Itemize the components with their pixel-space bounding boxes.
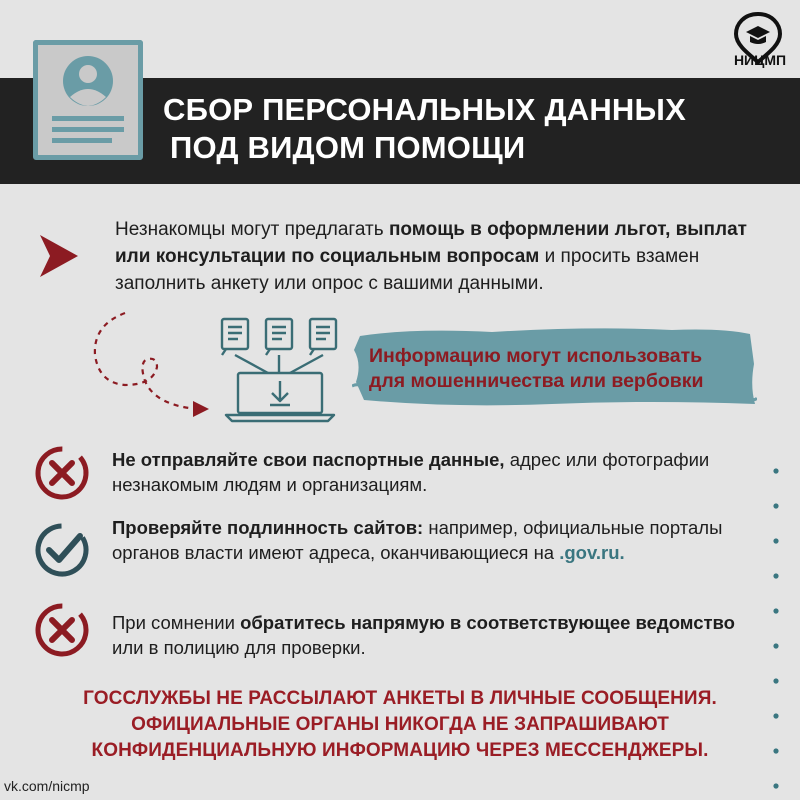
intro-paragraph bbox=[115, 216, 775, 297]
warning-line1: ГОССЛУЖБЫ НЕ РАССЫЛАЮТ АНКЕТЫ В ЛИЧНЫЕ СООБЩЕНИЯ. bbox=[83, 688, 717, 709]
page-title-line1: СБОР ПЕРСОНАЛЬНЫХ ДАННЫХ bbox=[163, 92, 686, 127]
laptop-documents-icon bbox=[216, 315, 346, 425]
intro-text-bold: помощь в оформлении льгот, выплат или консультации по социальным вопросам bbox=[115, 219, 747, 267]
footer-link[interactable]: vk.com/nicmp bbox=[4, 778, 90, 794]
callout-text bbox=[369, 344, 749, 394]
gov-domain-text: .gov.ru. bbox=[559, 542, 625, 563]
warning-block bbox=[0, 686, 800, 764]
callout-line1: Информацию могут использовать bbox=[369, 345, 703, 367]
tip-item-2 bbox=[112, 515, 752, 565]
arrow-right-icon bbox=[38, 233, 80, 279]
warning-line3: КОНФИДЕНЦИАЛЬНУЮ ИНФОРМАЦИЮ ЧЕРЕЗ МЕССЕНДЖЕРЫ. bbox=[91, 740, 709, 761]
tip-1-text: адрес или фотографии незнакомым людям и организациям. bbox=[112, 449, 710, 495]
tip-item-3 bbox=[112, 610, 752, 660]
intro-text-2: и просить взамен заполнить анкету или опрос с вашими данными. bbox=[115, 246, 700, 294]
warning-line2: ОФИЦИАЛЬНЫЕ ОРГАНЫ НИКОГДА НЕ ЗАПРАШИВАЮТ bbox=[131, 714, 669, 735]
tip-item-1 bbox=[112, 447, 752, 497]
intro-text-1: Незнакомцы могут предлагать bbox=[115, 219, 389, 240]
tip-2-bold: Проверяйте подлинность сайтов: bbox=[112, 517, 424, 538]
cross-circle-icon bbox=[34, 445, 90, 501]
tip-1-bold: Не отправляйте свои паспортные данные, bbox=[112, 449, 505, 470]
callout-line2: для мошенничества или вербовки bbox=[369, 370, 704, 392]
tip-3-bold: обратитесь напрямую в соответствующее ведомство bbox=[240, 612, 735, 633]
tip-3-pre: При сомнении bbox=[112, 612, 241, 633]
id-card-front bbox=[33, 40, 143, 160]
check-circle-icon bbox=[34, 522, 90, 578]
tip-3-text: или в полицию для проверки. bbox=[112, 637, 366, 658]
dashed-arrow-icon bbox=[85, 305, 225, 425]
page-title-line2: ПОД ВИДОМ ПОМОЩИ bbox=[170, 130, 526, 165]
cross-circle-icon bbox=[34, 602, 90, 658]
logo-text: НИЦМП bbox=[733, 52, 787, 68]
tip-2-text: например, официальные порталы органов власти имеют адреса, оканчивающиеся на bbox=[112, 517, 723, 563]
